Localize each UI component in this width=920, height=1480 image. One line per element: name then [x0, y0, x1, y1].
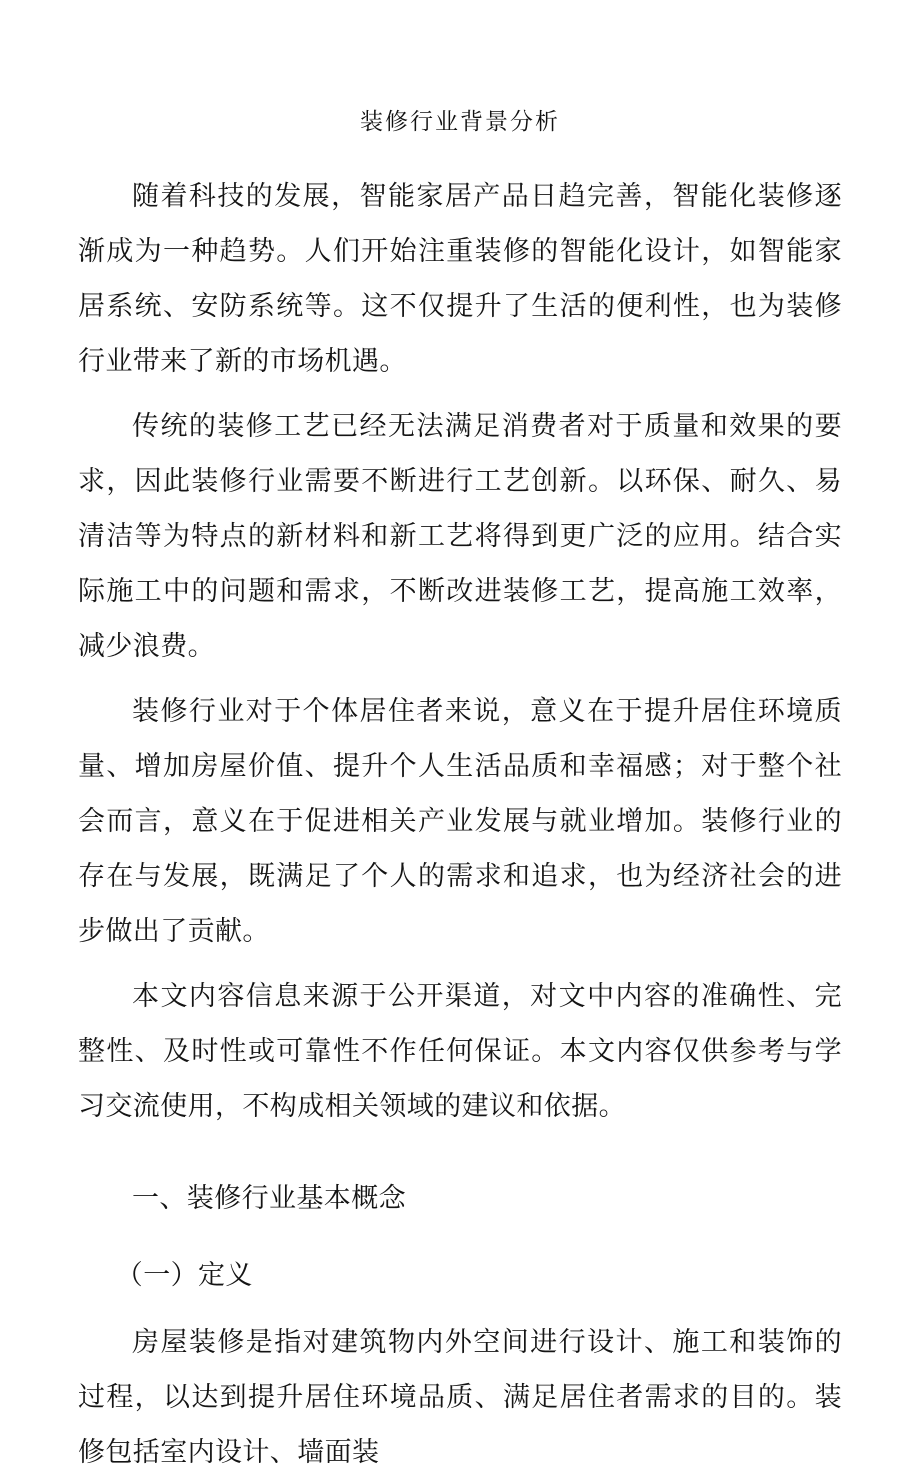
subsection-heading-definition: （一）定义: [115, 1260, 253, 1291]
document-content: [78, 0, 842, 1468]
paragraph-disclaimer: 本文内容信息来源于公开渠道，对文中内容的准确性、完整性、及时性或可靠性不作任何保证。本文内容仅供参考与学习交流使用，不构成相关领域的建议和依据。: [78, 981, 842, 1122]
section-heading-basic-concepts: 一、装修行业基本概念: [132, 1183, 406, 1214]
paragraph-craft-innovation: 传统的装修工艺已经无法满足消费者对于质量和效果的要求，因此装修行业需要不断进行工艺创新。以环保、耐久、易清洁等为特点的新材料和新工艺将得到更广泛的应用。结合实际施工中的问题和需求，不断改进装修工艺，提高施工效率，减少浪费。: [78, 411, 842, 662]
paragraph-definition-body: 房屋装修是指对建筑物内外空间进行设计、施工和装饰的过程，以达到提升居住环境品质、满足居住者需求的目的。装修包括室内设计、墙面装: [78, 1327, 842, 1468]
paragraph-industry-significance: 装修行业对于个体居住者来说，意义在于提升居住环境质量、增加房屋价值、提升个人生活品质和幸福感；对于整个社会而言，意义在于促进相关产业发展与就业增加。装修行业的存在与发展，既满足了个人的需求和追求，也为经济社会的进步做出了贡献。: [78, 696, 842, 947]
paragraph-smart-home-trend: 随着科技的发展，智能家居产品日趋完善，智能化装修逐渐成为一种趋势。人们开始注重装修的智能化设计，如智能家居系统、安防系统等。这不仅提升了生活的便利性，也为装修行业带来了新的市场机遇。: [78, 181, 842, 377]
page-title: 装修行业背景分析: [360, 109, 560, 135]
